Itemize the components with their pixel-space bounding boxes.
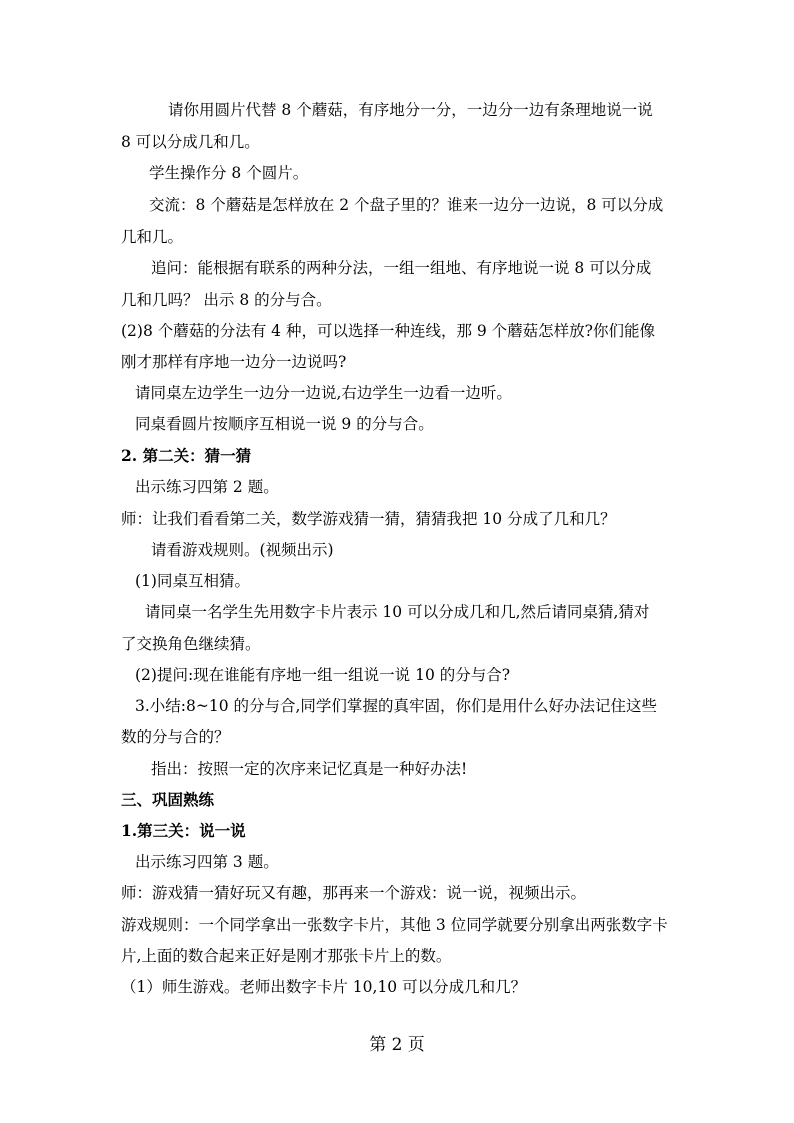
text-line: 请你用圆片代替 8 个蘑菇，有序地分一分，一边分一边有条理地说一说 — [168, 101, 653, 119]
text-line: 几和几吗？ 出示 8 的分与合。 — [121, 291, 332, 309]
text-line: 同桌看圆片按顺序互相说一说 9 的分与合。 — [135, 415, 434, 433]
text-line: (2)8 个蘑菇的分法有 4 种，可以选择一种连线，那 9 个蘑菇怎样放?你们能像 — [121, 322, 655, 340]
text-line: 指出：按照一定的次序来记忆真是一种好办法! — [151, 760, 468, 778]
text-line: (2)提问:现在谁能有序地一组一组说一说 10 的分与合? — [135, 666, 511, 684]
text-line: 8 可以分成几和几。 — [121, 133, 260, 151]
text-line: 交流：8 个蘑菇是怎样放在 2 个盘子里的？谁来一边分一边说，8 可以分成 — [149, 196, 664, 214]
section-heading: 1.第三关：说一说 — [121, 821, 246, 840]
text-line: 了交换角色继续猜。 — [121, 635, 261, 653]
text-line: 3.小结:8~10 的分与合,同学们掌握的真牢固，你们是用什么好办法记住这些 — [135, 697, 657, 715]
text-line: (1)同桌互相猜。 — [135, 572, 250, 590]
text-line: 请看游戏规则。(视频出示) — [151, 541, 334, 559]
text-line: 出示练习四第 2 题。 — [135, 478, 279, 496]
text-line: 片,上面的数合起来正好是刚才那张卡片上的数。 — [121, 947, 452, 965]
text-line: （1）师生游戏。老师出数字卡片 10,10 可以分成几和几？ — [121, 978, 527, 996]
text-line: 出示练习四第 3 题。 — [135, 853, 279, 871]
text-line: 师：游戏猜一猜好玩又有趣，那再来一个游戏：说一说，视频出示。 — [121, 884, 587, 902]
section-heading: 2. 第二关：猜一猜 — [121, 446, 252, 465]
text-line: 刚才那样有序地一边分一边说吗? — [121, 353, 347, 371]
text-line: 几和几。 — [121, 228, 184, 246]
text-line: 师：让我们看看第二关，数学游戏猜一猜，猜猜我把 10 分成了几和几？ — [121, 510, 616, 528]
text-line: 请同桌左边学生一边分一边说,右边学生一边看一边听。 — [135, 384, 512, 402]
text-line: 追问：能根据有联系的两种分法，一组一组地、有序地说一说 8 可以分成 — [151, 259, 652, 277]
page-number: 第 2 页 — [369, 1035, 425, 1055]
text-line: 数的分与合的？ — [121, 728, 230, 746]
text-line: 请同桌一名学生先用数字卡片表示 10 可以分成几和几,然后请同桌猜,猜对 — [145, 603, 650, 621]
text-line: 游戏规则：一个同学拿出一张数字卡片，其他 3 位同学就要分别拿出两张数字卡 — [121, 916, 668, 934]
text-line: 学生操作分 8 个圆片。 — [149, 164, 309, 182]
section-heading: 三、巩固熟练 — [121, 790, 215, 809]
